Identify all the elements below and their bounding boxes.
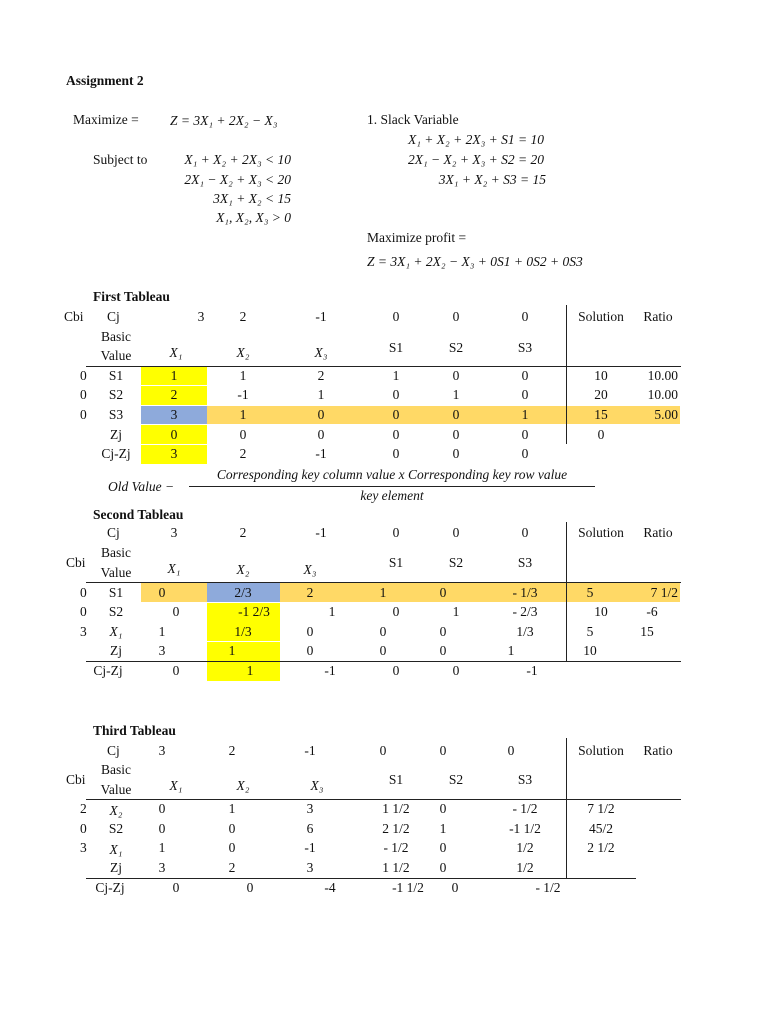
cj-value: 2 — [228, 743, 236, 758]
cjzj-label: Cj-Zj — [95, 880, 125, 895]
cb-value: 0 — [80, 407, 87, 422]
basic-var: S1 — [108, 368, 124, 383]
solution-header: Solution — [578, 309, 624, 324]
cb-value: 0 — [80, 821, 87, 836]
solution-value: 15 — [594, 407, 608, 422]
cell: - 1/3 — [512, 585, 538, 600]
profit-heading: Maximize profit = — [367, 230, 467, 245]
profit-expression: Z = 3X₁ + 2X₂ − X₃ + 0S1 + 0S2 + 0S3 — [367, 254, 583, 269]
cell: 1 — [158, 840, 166, 855]
ratio-value: 10.00 — [647, 368, 678, 383]
cjzj-value: 0 — [452, 446, 460, 461]
cell: 1 — [379, 585, 387, 600]
ratio-value: 15 — [640, 624, 654, 639]
ratio-header: Ratio — [643, 743, 673, 758]
ratio-value: 10.00 — [647, 387, 678, 402]
cj-value: 3 — [197, 309, 205, 324]
cb-value: 3 — [80, 624, 87, 639]
cell: 0 — [306, 624, 314, 639]
cell: -1 — [304, 840, 316, 855]
cell: 6 — [306, 821, 314, 836]
zj-value: 0 — [317, 427, 325, 442]
var-header: X₁ — [169, 778, 183, 793]
var-header: X₂ — [236, 562, 250, 577]
cell: 2/3 — [234, 585, 252, 600]
constraint-nonneg: X₁, X₂, X₃ > 0 — [216, 210, 291, 225]
zj-value: 1 — [228, 643, 236, 658]
cjzj-label: Cj-Zj — [93, 663, 123, 678]
cj-value: -1 — [315, 525, 327, 540]
objective-label: Maximize = — [73, 112, 139, 127]
objective-expression: Z = 3X₁ + 2X₂ − X₃ — [170, 113, 278, 128]
constraint-2: 2X₁ − X₂ + X₃ < 20 — [184, 172, 291, 187]
cj-value: 0 — [452, 525, 460, 540]
zj-solution: 10 — [583, 643, 597, 658]
cj-value: 0 — [521, 525, 529, 540]
cjzj-value: 0 — [451, 880, 459, 895]
cbi-header: Cbi — [66, 772, 86, 787]
value-label: Value — [100, 565, 132, 580]
cell: 2 — [317, 368, 325, 383]
cb-value: 0 — [80, 387, 87, 402]
cjzj-value: -1 1/2 — [392, 880, 424, 895]
slack-eq-1: X₁ + X₂ + 2X₃ + S1 = 10 — [407, 132, 544, 147]
cbi-header: Cbi — [64, 309, 84, 324]
cell: 0 — [392, 407, 400, 422]
zj-value: 3 — [306, 860, 314, 875]
cell: - 2/3 — [512, 604, 538, 619]
var-header: X₃ — [310, 778, 324, 793]
cjzj-value: -1 — [315, 446, 327, 461]
page-title: Assignment 2 — [66, 73, 144, 88]
cell: 0 — [452, 407, 460, 422]
zj-solution: 0 — [597, 427, 605, 442]
cell: 1 — [392, 368, 400, 383]
cell: 1 — [328, 604, 336, 619]
cjzj-label: Cj-Zj — [101, 446, 131, 461]
cj-label: Cj — [107, 743, 120, 758]
cell: 0 — [379, 624, 387, 639]
var-header: X₁ — [167, 561, 181, 576]
zj-value: 3 — [158, 643, 166, 658]
basic-var: S2 — [108, 387, 124, 402]
cjzj-value: 0 — [521, 446, 529, 461]
second-tableau-title: Second Tableau — [93, 507, 184, 522]
cj-value: -1 — [315, 309, 327, 324]
zj-value: 1/2 — [516, 860, 534, 875]
solution-value: 10 — [594, 604, 608, 619]
cell: 1 — [239, 407, 247, 422]
constraints-label: Subject to — [93, 152, 148, 167]
basic-var: X₁ — [109, 842, 123, 857]
zj-value: 0 — [239, 427, 247, 442]
cell: 1 — [228, 801, 236, 816]
cell: - 1/2 — [383, 840, 409, 855]
solution-value: 2 1/2 — [587, 840, 615, 855]
cell: 0 — [439, 840, 447, 855]
zj-value: 1 1/2 — [382, 860, 410, 875]
formula-numerator: Corresponding key column value x Corresponding key row value — [216, 467, 568, 482]
solution-value: 10 — [594, 368, 608, 383]
zj-label: Zj — [110, 643, 122, 658]
ratio-value: 7 1/2 — [650, 585, 678, 600]
cell: 0 — [521, 387, 529, 402]
var-header: S1 — [388, 340, 404, 355]
var-header: S2 — [448, 340, 464, 355]
cell: 1 — [317, 387, 325, 402]
zj-value: 1 — [507, 643, 515, 658]
cell: 0 — [317, 407, 325, 422]
cell: -1 2/3 — [238, 604, 270, 619]
var-header: S3 — [517, 340, 533, 355]
cell: 0 — [158, 821, 166, 836]
cell: 1/2 — [516, 840, 534, 855]
var-header: X₂ — [236, 778, 250, 793]
solution-value: 20 — [594, 387, 608, 402]
zj-value: 0 — [439, 860, 447, 875]
zj-value: 0 — [439, 643, 447, 658]
cjzj-value: 0 — [392, 446, 400, 461]
cell: 1/3 — [234, 624, 252, 639]
cell: 1 — [158, 624, 166, 639]
cell: 1 1/2 — [382, 801, 410, 816]
solution-value: 45/2 — [588, 821, 614, 836]
cbi-header: Cbi — [66, 555, 86, 570]
basic-var: S3 — [108, 407, 124, 422]
basic-label: Basic — [101, 545, 131, 560]
formula-denominator: key element — [360, 488, 424, 503]
basic-var: S2 — [108, 821, 124, 836]
cell: -1 — [237, 387, 249, 402]
cj-label: Cj — [107, 309, 120, 324]
constraint-1: X₁ + X₂ + 2X₃ < 10 — [184, 152, 291, 167]
var-header: X₂ — [236, 345, 250, 360]
cell: 2 — [306, 585, 314, 600]
cell: 2 1/2 — [382, 821, 410, 836]
var-header: X₁ — [169, 345, 183, 360]
slack-eq-2: 2X₁ − X₂ + X₃ + S2 = 20 — [407, 152, 544, 167]
cell: 0 — [439, 624, 447, 639]
var-header: S2 — [448, 772, 464, 787]
cb-value: 3 — [80, 840, 87, 855]
cell: 0 — [228, 840, 236, 855]
formula-old-value: Old Value − — [108, 479, 175, 494]
cb-value: 2 — [80, 801, 87, 816]
cb-value: 0 — [80, 368, 87, 383]
zj-value: 0 — [379, 643, 387, 658]
cj-value: -1 — [304, 743, 316, 758]
cjzj-value: - 1/2 — [535, 880, 561, 895]
cjzj-value: 2 — [239, 446, 247, 461]
zj-label: Zj — [110, 860, 122, 875]
cjzj-value: 0 — [246, 880, 254, 895]
ratio-header: Ratio — [643, 525, 673, 540]
cell: 1/3 — [516, 624, 534, 639]
cell: 0 — [439, 801, 447, 816]
cb-value: 0 — [80, 604, 87, 619]
cj-value: 0 — [521, 309, 529, 324]
cell: 1 — [452, 604, 460, 619]
cell: 0 — [392, 387, 400, 402]
first-tableau-title: First Tableau — [93, 289, 170, 304]
var-header: X₃ — [303, 562, 317, 577]
cj-value: 3 — [158, 743, 166, 758]
slack-heading: 1. Slack Variable — [367, 112, 459, 127]
zj-value: 3 — [158, 860, 166, 875]
cjzj-value: 3 — [170, 446, 178, 461]
cj-value: 3 — [170, 525, 178, 540]
basic-var: X₂ — [109, 803, 123, 818]
var-header: S1 — [388, 772, 404, 787]
solution-header: Solution — [578, 525, 624, 540]
cell: 0 — [158, 585, 166, 600]
zj-label: Zj — [110, 427, 122, 442]
cjzj-value: 1 — [246, 663, 254, 678]
cb-value: 0 — [80, 585, 87, 600]
cell: 2 — [170, 387, 178, 402]
cjzj-value: 0 — [172, 880, 180, 895]
cj-label: Cj — [107, 525, 120, 540]
third-tableau-title: Third Tableau — [93, 723, 176, 738]
cell: 0 — [452, 368, 460, 383]
cell: 0 — [439, 585, 447, 600]
zj-value: 0 — [521, 427, 529, 442]
zj-value: 0 — [452, 427, 460, 442]
cell: 0 — [172, 604, 180, 619]
cell: 0 — [158, 801, 166, 816]
zj-value: 0 — [170, 427, 178, 442]
cj-value: 0 — [439, 743, 447, 758]
cell: 3 — [170, 407, 178, 422]
cj-value: 0 — [392, 525, 400, 540]
var-header: S1 — [388, 555, 404, 570]
value-label: Value — [100, 782, 132, 797]
solution-value: 5 — [586, 624, 594, 639]
var-header: X₃ — [314, 345, 328, 360]
cell: 1 — [452, 387, 460, 402]
cell: - 1/2 — [512, 801, 538, 816]
var-header: S3 — [517, 772, 533, 787]
cell: 0 — [521, 368, 529, 383]
cjzj-value: -1 — [324, 663, 336, 678]
ratio-value: 5.00 — [654, 407, 678, 422]
cj-value: 0 — [392, 309, 400, 324]
basic-var: X₁ — [109, 624, 123, 639]
cjzj-value: -4 — [324, 880, 336, 895]
cell: 3 — [306, 801, 314, 816]
cj-value: 0 — [452, 309, 460, 324]
cell: -1 1/2 — [509, 821, 541, 836]
cjzj-value: 0 — [392, 663, 400, 678]
cj-value: 2 — [239, 525, 247, 540]
solution-value: 5 — [586, 585, 594, 600]
cj-value: 0 — [379, 743, 387, 758]
solution-header: Solution — [578, 743, 624, 758]
basic-var: S1 — [108, 585, 124, 600]
cj-value: 0 — [507, 743, 515, 758]
zj-value: 2 — [228, 860, 236, 875]
solution-value: 7 1/2 — [587, 801, 615, 816]
zj-value: 0 — [392, 427, 400, 442]
basic-label: Basic — [101, 762, 131, 777]
ratio-header: Ratio — [643, 309, 673, 324]
basic-var: S2 — [108, 604, 124, 619]
var-header: S2 — [448, 555, 464, 570]
value-label: Value — [100, 348, 132, 363]
ratio-value: -6 — [646, 604, 658, 619]
cj-value: 2 — [239, 309, 247, 324]
cell: 1 — [239, 368, 247, 383]
cjzj-value: 0 — [172, 663, 180, 678]
cjzj-value: 0 — [452, 663, 460, 678]
cell: 0 — [228, 821, 236, 836]
cell: 1 — [170, 368, 178, 383]
var-header: S3 — [517, 555, 533, 570]
cell: 1 — [439, 821, 447, 836]
zj-value: 0 — [306, 643, 314, 658]
cell: 1 — [521, 407, 529, 422]
cell: 0 — [392, 604, 400, 619]
slack-eq-3: 3X₁ + X₂ + S3 = 15 — [438, 172, 546, 187]
basic-label: Basic — [101, 329, 131, 344]
cjzj-value: -1 — [526, 663, 538, 678]
constraint-3: 3X₁ + X₂ < 15 — [213, 191, 291, 206]
